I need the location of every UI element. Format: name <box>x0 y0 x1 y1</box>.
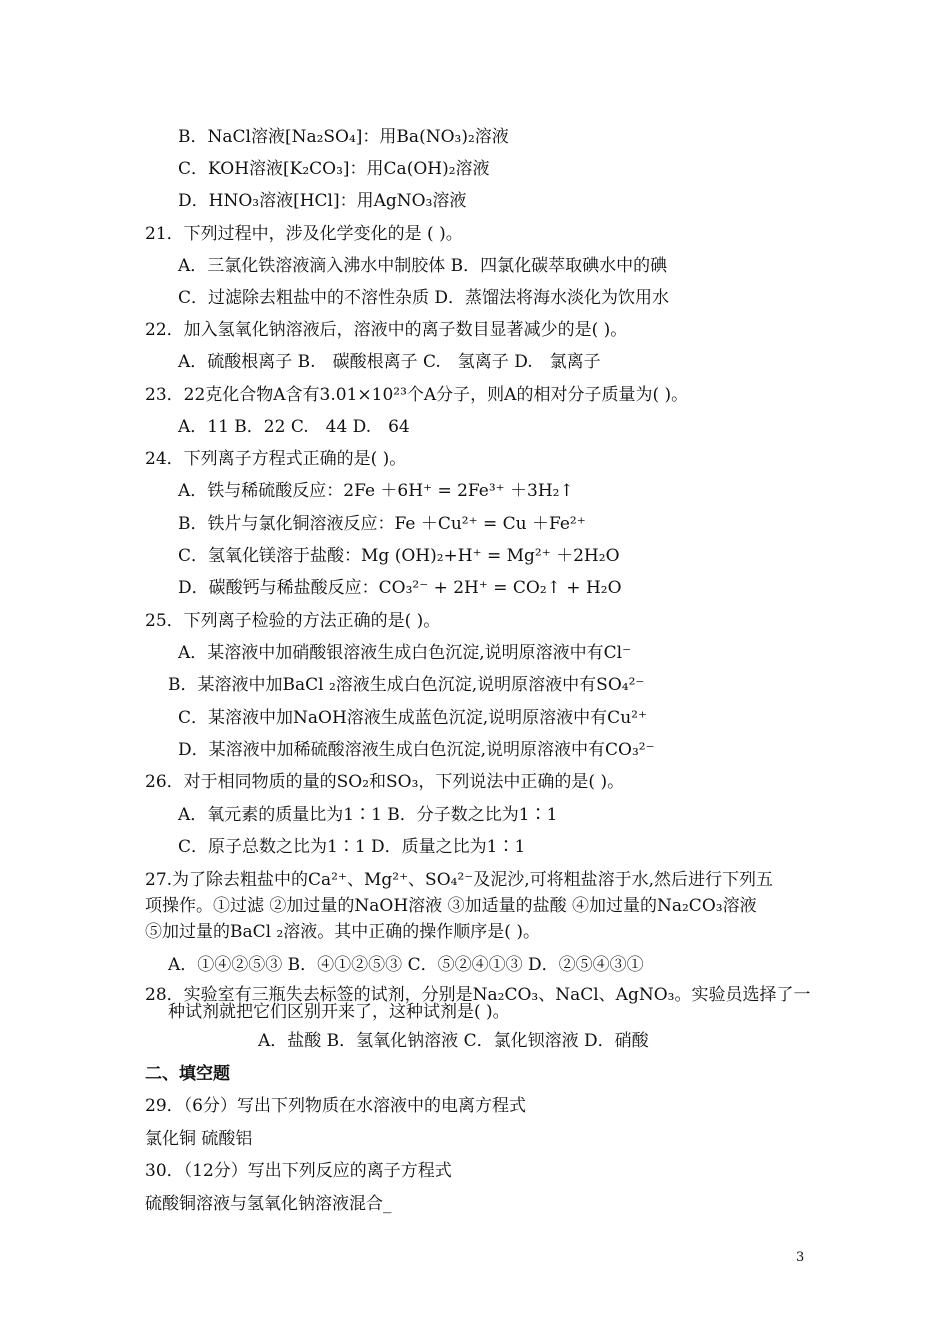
text-line: ⑤加过量的BaCl ₂溶液。其中正确的操作顺序是( )。 <box>145 922 540 942</box>
text-line: A．硫酸根离子 B. 碳酸根离子 C. 氢离子 D. 氯离子 <box>178 352 601 372</box>
text-line: D．碳酸钙与稀盐酸反应：CO₃²⁻ + 2H⁺ = CO₂↑ + H₂O <box>178 578 622 598</box>
text-line: D．HNO₃溶液[HCl]：用AgNO₃溶液 <box>178 191 467 211</box>
text-line: B．某溶液中加BaCl ₂溶液生成白色沉淀,说明原溶液中有SO₄²⁻ <box>168 675 645 695</box>
text-line: C．某溶液中加NaOH溶液生成蓝色沉淀,说明原溶液中有Cu²⁺ <box>178 708 647 728</box>
text-line: 29．（6分）写出下列物质在水溶液中的电离方程式 <box>145 1096 526 1116</box>
text-line: 27.为了除去粗盐中的Ca²⁺、Mg²⁺、SO₄²⁻及泥沙,可将粗盐溶于水,然后进行下列五 <box>145 870 774 890</box>
text-line: 25．下列离子检验的方法正确的是( )。 <box>145 611 441 631</box>
text-line: A．氧元素的质量比为1∶1 B．分子数之比为1∶1 <box>178 805 558 825</box>
text-line: 22．加入氢氧化钠溶液后，溶液中的离子数目显著减少的是( )。 <box>145 320 628 340</box>
text-line: 项操作。①过滤 ②加过量的NaOH溶液 ③加适量的盐酸 ④加过量的Na₂CO₃溶液 <box>145 896 757 916</box>
text-line: D．某溶液中加稀硫酸溶液生成白色沉淀,说明原溶液中有CO₃²⁻ <box>178 740 655 760</box>
text-line: A．盐酸 B．氢氧化钠溶液 C．氯化钡溶液 D．硝酸 <box>258 1031 649 1051</box>
text-line: B．NaCl溶液[Na₂SO₄]：用Ba(NO₃)₂溶液 <box>178 127 509 147</box>
text-line: C．KOH溶液[K₂CO₃]：用Ca(OH)₂溶液 <box>178 159 490 179</box>
text-line: 氯化铜 硫酸铝 <box>145 1129 253 1149</box>
text-line: A．11 B．22 C. 44 D. 64 <box>178 417 410 437</box>
text-line: 30．（12分）写出下列反应的离子方程式 <box>145 1161 452 1181</box>
text-line: 23．22克化合物A含有3.01×10²³个A分子，则A的相对分子质量为( )。 <box>145 385 689 405</box>
page-number: 3 <box>796 1250 805 1265</box>
text-line: 硫酸铜溶液与氢氧化钠溶液混合_ <box>145 1194 392 1214</box>
text-line: A．铁与稀硫酸反应：2Fe ＋6H⁺ = 2Fe³⁺ ＋3H₂↑ <box>178 481 574 501</box>
text-line: C．过滤除去粗盐中的不溶性杂质 D．蒸馏法将海水淡化为饮用水 <box>178 288 670 308</box>
text-line: B．铁片与氯化铜溶液反应：Fe ＋Cu²⁺ = Cu ＋Fe²⁺ <box>178 514 586 534</box>
text-line: C．原子总数之比为1∶1 D．质量之比为1∶1 <box>178 837 526 857</box>
text-line: A．某溶液中加硝酸银溶液生成白色沉淀,说明原溶液中有Cl⁻ <box>178 643 632 663</box>
text-line: 24．下列离子方程式正确的是( )。 <box>145 449 407 469</box>
text-line: A．三氯化铁溶液滴入沸水中制胶体 B．四氯化碳萃取碘水中的碘 <box>178 256 668 276</box>
text-line: C．氢氧化镁溶于盐酸：Mg (OH)₂+H⁺ = Mg²⁺ ＋2H₂O <box>178 546 620 566</box>
text-line: 种试剂就把它们区别开来了，这种试剂是( )。 <box>168 1002 510 1022</box>
section-heading: 二、填空题 <box>145 1064 230 1084</box>
text-line: 21．下列过程中，涉及化学变化的是 ( )。 <box>145 224 463 244</box>
text-line: A．①④②⑤③ B．④①②⑤③ C．⑤②④①③ D．②⑤④③① <box>168 955 644 975</box>
text-line: 26．对于相同物质的量的SO₂和SO₃，下列说法中正确的是( )。 <box>145 772 625 792</box>
text-line: 28．实验室有三瓶失去标签的试剂，分别是Na₂CO₃、NaCl、AgNO₃。实验员选择了一 <box>145 985 811 1005</box>
